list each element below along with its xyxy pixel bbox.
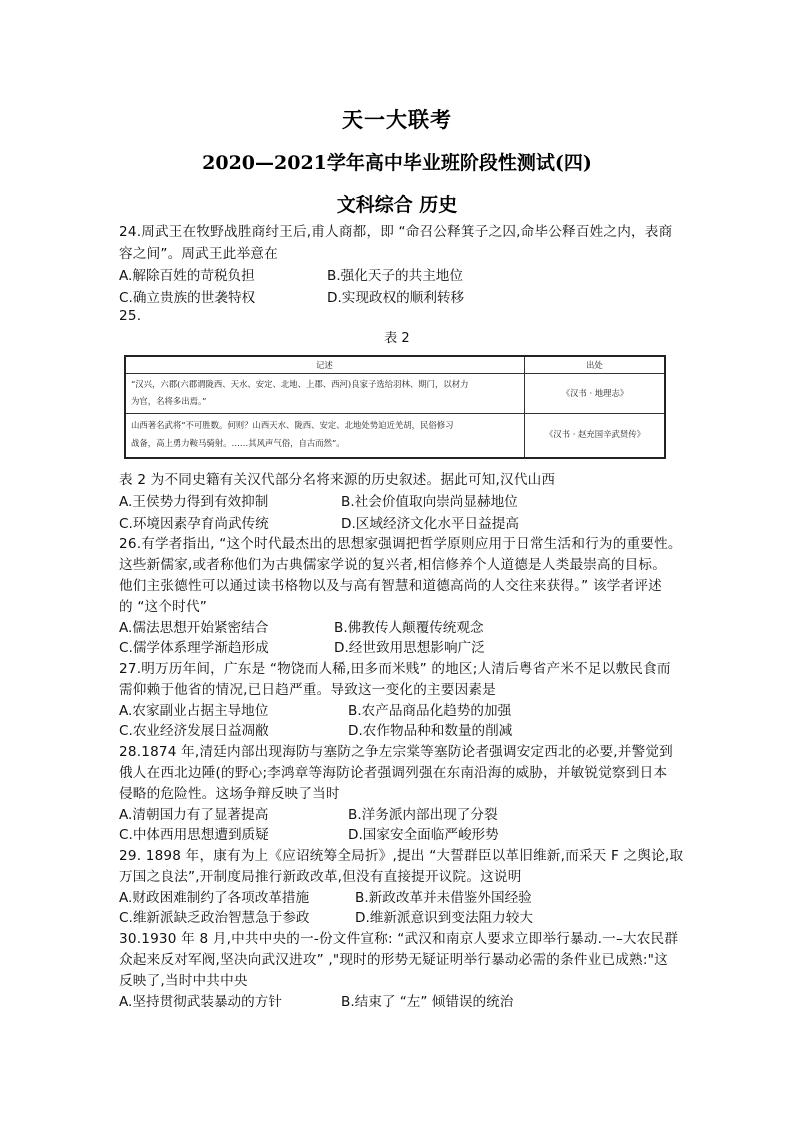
q30-option-a: A.坚持贯彻武装暴动的方针 <box>119 994 282 1010</box>
table-cell-text: 山西著名武将“不可胜数。何则？山西天水、陇西、安定、北地处势迫近羌胡，民俗修习 <box>131 420 454 430</box>
q24-option-c: C.确立贵族的世袭特权 <box>119 290 256 306</box>
q26-stem-line-1: 26.有学者指出, “这个时代最杰出的思想家强调把哲学原则应用于日常生活和行为的重要性。 <box>119 536 682 552</box>
table-caption: 表 2 <box>384 331 410 346</box>
table-cell-source: 《汉书 · 赵充国辛武贤传》 <box>544 429 646 439</box>
q25-number: 25. <box>119 308 142 324</box>
q29-option-c: C.维新派缺乏政治智慧急于参政 <box>119 910 310 926</box>
q24-stem-line-2: 容之间”。周武王此举意在 <box>119 246 278 262</box>
q26-option-a: A.儒法思想开始紧密结合 <box>119 620 269 636</box>
exam-subject: 文科综合 历史 <box>336 194 458 216</box>
q29-option-d: D.维新派意识到变法阻力较大 <box>355 910 533 926</box>
q26-stem-line-2: 这些新儒家,或者称他们为古典儒家学说的复兴者,相信修养个人道德是人类最崇高的目标。 <box>119 557 666 573</box>
table-divider <box>524 357 525 457</box>
table-header-row <box>126 357 664 374</box>
q29-stem-line-1: 29. 1898 年，康有为上《应诏统筹全局折》,提出 “大誓群臣以革旧维新,而采天 F 之舆论,取 <box>119 848 684 864</box>
q28-stem-line-2: 俄人在西北边陲(的野心;李鸿章等海防论者强调列强在东南沿海的威胁，并敏锐觉察到日本 <box>119 765 668 781</box>
q28-stem-line-1: 28.1874 年,清廷内部出现海防与塞防之争左宗棠等塞防论者强调安定西北的必要,并警觉到 <box>119 744 673 760</box>
table-header-record: 记述 <box>316 360 333 370</box>
q28-option-b: B.洋务派内部出现了分裂 <box>348 807 498 823</box>
q29-stem-line-2: 万国之良法”,开制度局推行新政改革,但没有直接提开议院。这说明 <box>119 869 522 885</box>
q24-option-b: B.强化天子的共主地位 <box>327 268 463 284</box>
q29-option-b: B.新政改革并未借鉴外国经验 <box>355 890 532 906</box>
q25-stem: 表 2 为不同史籍有关汉代部分名将来源的历史叙述。据此可知,汉代山西 <box>119 472 556 488</box>
q26-option-d: D.经世致用思想影响广泛 <box>334 640 485 656</box>
q27-stem-line-1: 27.明万历年间，广东是 “物饶而人稀,田多而米贱” 的地区;人清后粤省产米不足以敷民食而 <box>119 661 671 677</box>
q26-stem-line-4: 的 “这个时代” <box>119 599 207 615</box>
q27-option-c: C.农业经济发展日益凋敝 <box>119 723 269 739</box>
q24-option-a: A.解除百姓的苛税负担 <box>119 268 255 284</box>
table-cell-text: 为官，名将多出焉。” <box>131 396 207 406</box>
exam-title: 天一大联考 <box>342 107 452 132</box>
q30-option-b: B.结束了 “左” 倾错误的统治 <box>341 994 514 1010</box>
q26-stem-line-3: 他们主张德性可以通过读书格物以及与高有智慧和道德高尚的人交往来获得。” 该学者评述 <box>119 578 662 594</box>
q28-stem-line-3: 侵略的危险性。这场争辩反映了当时 <box>119 786 340 802</box>
q30-stem-line-3: 反映了,当时中共中央 <box>119 973 248 989</box>
q24-option-d: D.实现政权的顺利转移 <box>327 290 465 306</box>
q28-option-c: C.中体西用思想遭到质疑 <box>119 827 269 843</box>
table-header-source: 出处 <box>586 360 603 370</box>
q24-stem-line-1: 24.周武王在牧野战胜商纣王后,甫人商都，即 “命召公释箕子之囚,命毕公释百姓之内，表商 <box>119 224 673 240</box>
q30-stem-line-2: 众起来反对军阀,坚决向武汉进攻” ,"现时的形势无疑证明举行暴动必需的条件业已成熟:"这 <box>119 952 668 968</box>
q27-option-d: D.农作物品种和数量的削减 <box>348 723 513 739</box>
q27-stem-line-2: 需仰赖于他省的情况,已日趋严重。导致这一变化的主要因素是 <box>119 682 496 698</box>
q27-option-a: A.农家副业占据主导地位 <box>119 703 269 719</box>
q28-option-d: D.国家安全面临严峻形势 <box>348 827 499 843</box>
q25-option-c: C.环境因素孕育尚武传统 <box>119 516 269 532</box>
q29-option-a: A.财政困难制约了各项改革措施 <box>119 890 310 906</box>
q30-stem-line-1: 30.1930 年 8 月,中共中央的一-份文件宣称: “武汉和南京人要求立即举行暴动.一–大农民群 <box>119 931 679 947</box>
q25-option-d: D.区域经济文化水平日益提高 <box>341 516 519 532</box>
q28-option-a: A.清朝国力有了显著提高 <box>119 807 269 823</box>
q26-option-c: C.儒学体系理学渐趋形成 <box>119 640 269 656</box>
table-cell-text: 战备，高上勇力鞍马骑射。……其风声气俗，自古而然”。 <box>131 438 345 448</box>
table-row <box>126 373 664 414</box>
history-source-table <box>124 355 666 459</box>
q27-option-b: B.农产品商品化趋势的加强 <box>348 703 512 719</box>
table-cell-source: 《汉书 · 地理志》 <box>561 388 629 398</box>
table-cell-text: “汉兴，六郡(六郡谓陇西、天水、安定、北地、上郡、西河)良家子选给羽林、期门，以材力 <box>131 379 469 389</box>
q25-option-a: A.王侯势力得到有效抑制 <box>119 494 269 510</box>
q25-option-b: B.社会价值取向崇尚显赫地位 <box>341 494 518 510</box>
table-row <box>126 414 664 457</box>
q26-option-b: B.佛教传人颠覆传统观念 <box>334 620 484 636</box>
exam-subtitle: 2020—2021学年高中毕业班阶段性测试(四) <box>202 152 592 174</box>
